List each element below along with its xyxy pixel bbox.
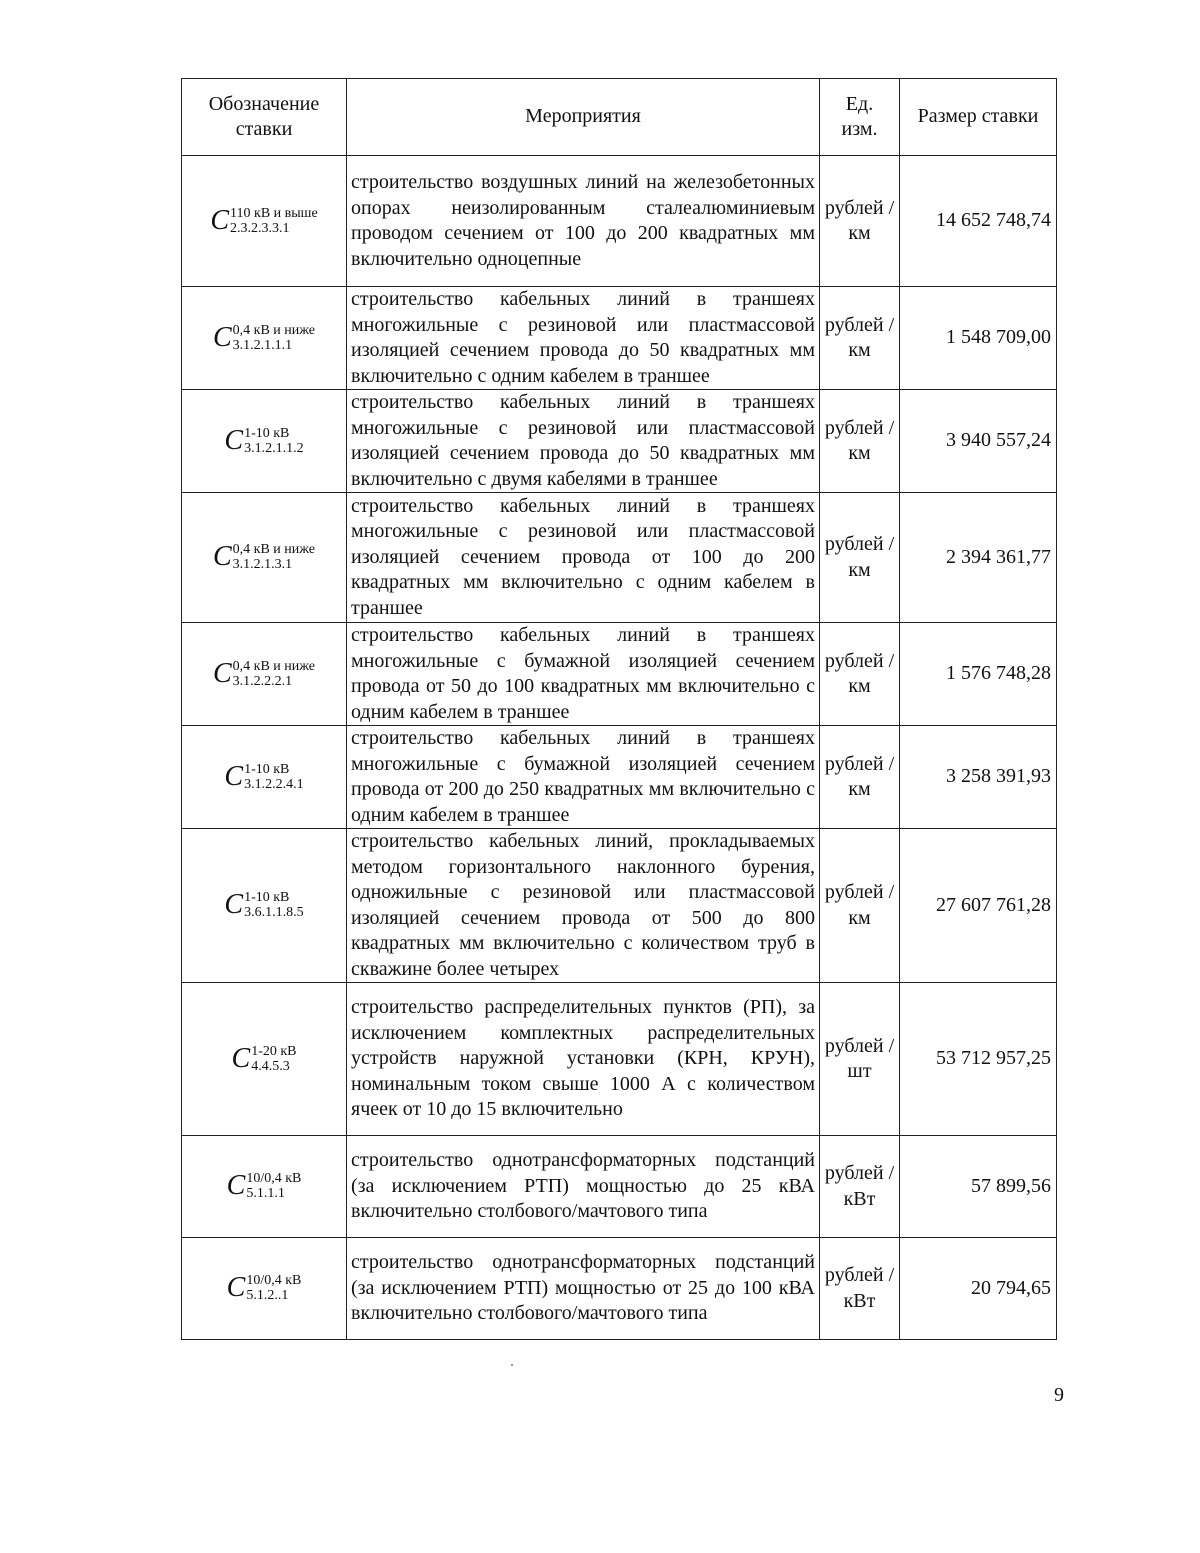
rates-table [181,78,1057,1340]
rate-symbol [227,1171,302,1201]
measure-text: строительство однотрансформаторных подстанций (за исключением РТП) мощностью от 25 до 100 кВА включительно столбового/мачтового типа [351,1251,815,1325]
header-code: Обозначение ставки [182,79,347,156]
table-row [182,156,1057,287]
measure-text: строительство воздушных линий на железобетонных опорах неизолированным сталеалюминиевым проводом сечением от 100 до 200 квадратных мм включительно одноцепные [351,171,815,270]
rate-index: 5.1.2..1 [246,1288,289,1304]
rate-index: 4.4.5.3 [251,1058,290,1074]
table-row [182,1238,1057,1340]
rate-value-cell: 27 607 761,28 [900,829,1057,983]
rate-index: 3.6.1.1.8.5 [244,905,304,921]
rate-code-cell [182,1238,347,1340]
rate-value-cell: 1 576 748,28 [900,623,1057,726]
rate-symbol-letter: C [224,889,244,921]
rate-symbol-letter: C [224,760,244,792]
table-row [182,493,1057,623]
table-row [182,287,1057,390]
header-measure: Мероприятия [347,79,820,156]
measure-cell [347,983,820,1136]
measure-cell [347,829,820,983]
rate-index: 5.1.1.1 [246,1186,285,1202]
table-header-row [182,79,1057,156]
rate-symbol [213,659,315,689]
measure-cell [347,1238,820,1340]
rate-symbol [232,1044,297,1074]
rate-value-cell: 57 899,56 [900,1136,1057,1238]
rate-symbol [210,206,317,236]
measure-text: строительство кабельных линий в траншеях многожильные с резиновой или пластмассовой изоляцией сечением провода до 50 квадратных мм включительно с двумя кабелями в траншее [351,391,815,490]
table-row [182,623,1057,726]
measure-text: строительство кабельных линий в траншеях многожильные с резиновой или пластмассовой изоляцией сечением провода до 50 квадратных мм включительно с одним кабелем в траншее [351,288,815,387]
rate-symbol-letter: C [226,1170,246,1202]
header-value: Размер ставки [900,79,1057,156]
measure-cell [347,623,820,726]
rate-code-cell [182,287,347,390]
rate-index: 2.3.2.3.3.1 [230,220,290,236]
rate-symbol-letter: C [210,204,230,236]
rate-code-cell [182,623,347,726]
measure-text: строительство распределительных пунктов (РП), за исключением комплектных распределительных устройств наружной установки (КРН, КРУН), номинальным током свыше 1000 А с количеством ячеек от 10 до 15 включительно [351,996,815,1121]
measure-cell [347,493,820,623]
rate-code-cell [182,983,347,1136]
table-row [182,829,1057,983]
measure-text: строительство кабельных линий в траншеях многожильные с бумажной изоляцией сечением провода от 50 до 100 квадратных мм включительно с одним кабелем в траншее [351,624,815,723]
rate-symbol-letter: C [224,424,244,456]
rate-symbol [227,1273,302,1303]
unit-cell: рублей /кВт [820,1136,900,1238]
rate-value-cell: 14 652 748,74 [900,156,1057,287]
table-row [182,390,1057,493]
rate-voltage: 1-10 кВ [244,761,290,777]
unit-cell: рублей /км [820,390,900,493]
rate-voltage: 1-20 кВ [251,1043,297,1059]
rate-index: 3.1.2.2.2.1 [232,673,293,689]
table-row [182,1136,1057,1238]
rate-voltage: 110 кВ и выше [230,205,318,221]
scan-speck [511,1364,513,1366]
measure-text: строительство однотрансформаторных подстанций (за исключением РТП) мощностью до 25 кВА включительно столбового/мачтового типа [351,1149,815,1223]
table-row [182,983,1057,1136]
rate-code-cell [182,1136,347,1238]
rate-symbol [224,426,303,456]
header-unit: Ед. изм. [820,79,900,156]
unit-cell: рублей /кВт [820,1238,900,1340]
unit-cell: рублей /км [820,726,900,829]
rate-code-cell [182,156,347,287]
rate-symbol-letter: C [226,1272,246,1304]
rate-code-cell [182,829,347,983]
rate-symbol [224,762,303,792]
measure-cell [347,287,820,390]
rate-voltage: 10/0,4 кВ [246,1273,302,1289]
rate-value-cell: 1 548 709,00 [900,287,1057,390]
unit-cell: рублей /км [820,156,900,287]
page-number: 9 [1054,1384,1064,1406]
unit-cell: рублей /км [820,493,900,623]
rate-value-cell: 20 794,65 [900,1238,1057,1340]
table-row [182,726,1057,829]
rate-value-cell: 3 940 557,24 [900,390,1057,493]
rate-index: 3.1.2.1.3.1 [232,557,293,573]
rate-voltage: 1-10 кВ [244,425,290,441]
rate-index: 3.1.2.1.1.1 [232,337,293,353]
unit-cell: рублей /шт [820,983,900,1136]
rate-value-cell: 53 712 957,25 [900,983,1057,1136]
rate-code-cell [182,726,347,829]
rate-code-cell [182,493,347,623]
rate-symbol-letter: C [231,1042,251,1074]
rate-voltage: 1-10 кВ [244,890,290,906]
measure-text: строительство кабельных линий в траншеях многожильные с бумажной изоляцией сечением провода от 200 до 250 квадратных мм включительно с одним кабелем в траншее [351,727,815,826]
rate-code-cell [182,390,347,493]
unit-cell: рублей /км [820,623,900,726]
measure-cell [347,726,820,829]
rate-symbol [213,542,315,572]
rate-voltage: 10/0,4 кВ [246,1171,302,1187]
measure-cell [347,156,820,287]
rate-index: 3.1.2.1.1.2 [244,440,304,456]
unit-cell: рублей /км [820,829,900,983]
rate-voltage: 0,4 кВ и ниже [232,658,315,674]
measure-text: строительство кабельных линий, прокладываемых методом горизонтального наклонного бурения, одножильные с резиновой или пластмассовой изоляцией сечением провода от 500 до 800 квадратных мм включительно с количеством труб в скважине более четырех [351,830,815,980]
rate-value-cell: 2 394 361,77 [900,493,1057,623]
rate-symbol-letter: C [212,541,232,573]
rate-index: 3.1.2.2.4.1 [244,776,304,792]
rate-symbol-letter: C [212,321,232,353]
unit-cell: рублей /км [820,287,900,390]
measure-cell [347,390,820,493]
rate-symbol-letter: C [212,657,232,689]
rate-voltage: 0,4 кВ и ниже [232,322,315,338]
rate-symbol [224,890,303,920]
measure-text: строительство кабельных линий в траншеях многожильные с резиновой или пластмассовой изоляцией сечением провода от 100 до 200 квадратных мм включительно с одним кабелем в траншее [351,494,815,619]
measure-cell [347,1136,820,1238]
rate-voltage: 0,4 кВ и ниже [232,542,315,558]
rate-symbol [213,323,315,353]
rate-value-cell: 3 258 391,93 [900,726,1057,829]
